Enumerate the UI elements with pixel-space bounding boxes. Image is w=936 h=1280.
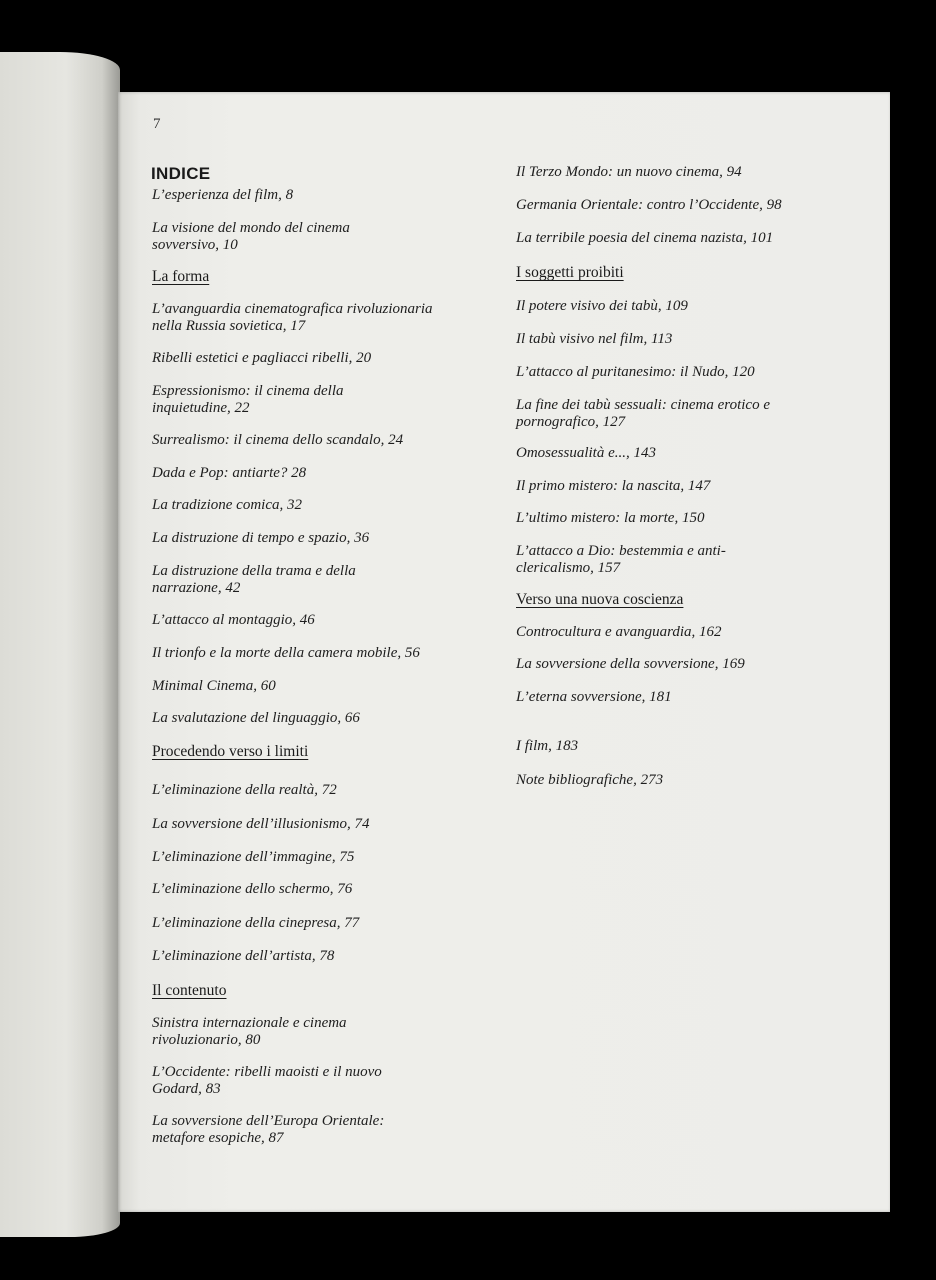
toc-entry: Espressionismo: il cinema della xyxy=(152,383,344,399)
toc-entry: L’attacco al puritanesimo: il Nudo, 120 xyxy=(516,364,755,380)
toc-entry: L’attacco a Dio: bestemmia e anti- xyxy=(516,543,726,559)
toc-entry: L’eliminazione dell’immagine, 75 xyxy=(152,849,355,865)
toc-entry: L’attacco al montaggio, 46 xyxy=(152,612,315,628)
toc-entry: La tradizione comica, 32 xyxy=(152,497,302,513)
left-page xyxy=(0,52,120,1237)
section-heading: Procedendo verso i limiti xyxy=(152,743,309,760)
toc-entry: I film, 183 xyxy=(516,738,579,754)
toc-entry: Il tabù visivo nel film, 113 xyxy=(516,331,673,347)
toc-entry: Il Terzo Mondo: un nuovo cinema, 94 xyxy=(516,164,742,180)
toc-entry: La sovversione della sovversione, 169 xyxy=(516,656,745,672)
index-title: INDICE xyxy=(151,164,211,183)
toc-entry: Sinistra internazionale e cinema xyxy=(152,1015,347,1031)
toc-entry: L’esperienza del film, 8 xyxy=(152,187,294,203)
toc-entry: Omosessualità e..., 143 xyxy=(516,445,656,461)
toc-entry: sovversivo, 10 xyxy=(152,237,238,253)
toc-entry: narrazione, 42 xyxy=(152,580,241,596)
section-heading: Il contenuto xyxy=(152,982,227,999)
toc-entry: La distruzione della trama e della xyxy=(152,563,356,579)
toc-entry: clericalismo, 157 xyxy=(516,560,621,576)
toc-entry: Germania Orientale: contro l’Occidente, 98 xyxy=(516,197,782,213)
page-number: 7 xyxy=(153,116,161,132)
toc-entry: inquietudine, 22 xyxy=(152,400,250,416)
toc-entry: La fine dei tabù sessuali: cinema erotico e xyxy=(516,397,770,413)
toc-entry: L’eliminazione della cinepresa, 77 xyxy=(152,915,360,931)
toc-entry: La svalutazione del linguaggio, 66 xyxy=(152,710,360,726)
toc-entry: La sovversione dell’illusionismo, 74 xyxy=(152,816,370,832)
toc-entry: La terribile poesia del cinema nazista, 101 xyxy=(516,230,774,246)
section-heading: La forma xyxy=(152,268,210,285)
section-heading: I soggetti proibiti xyxy=(516,264,624,281)
toc-entry: pornografico, 127 xyxy=(516,414,626,430)
toc-entry: La visione del mondo del cinema xyxy=(152,220,350,236)
toc-entry: Il primo mistero: la nascita, 147 xyxy=(516,478,711,494)
toc-entry: metafore esopiche, 87 xyxy=(152,1130,284,1146)
toc-entry: L’eterna sovversione, 181 xyxy=(516,689,672,705)
toc-entry: La sovversione dell’Europa Orientale: xyxy=(152,1113,385,1129)
toc-entry: nella Russia sovietica, 17 xyxy=(152,318,306,334)
toc-entry: Surrealismo: il cinema dello scandalo, 24 xyxy=(152,432,404,448)
toc-entry: Minimal Cinema, 60 xyxy=(152,678,276,694)
toc-entry: Godard, 83 xyxy=(152,1081,221,1097)
toc-entry: La distruzione di tempo e spazio, 36 xyxy=(152,530,370,546)
toc-entry: L’avanguardia cinematografica rivoluzionaria xyxy=(152,301,433,317)
toc-entry: Controcultura e avanguardia, 162 xyxy=(516,624,722,640)
book-page xyxy=(118,92,890,1212)
toc-entry: L’eliminazione della realtà, 72 xyxy=(152,782,337,798)
toc-entry: Ribelli estetici e pagliacci ribelli, 20 xyxy=(152,350,372,366)
toc-entry: L’eliminazione dello schermo, 76 xyxy=(152,881,353,897)
toc-entry: L’eliminazione dell’artista, 78 xyxy=(152,948,335,964)
section-heading: Verso una nuova coscienza xyxy=(516,591,684,608)
toc-entry: Il trionfo e la morte della camera mobile, 56 xyxy=(152,645,420,661)
toc-entry: Note bibliografiche, 273 xyxy=(516,772,664,788)
toc-entry: rivoluzionario, 80 xyxy=(152,1032,261,1048)
toc-entry: L’Occidente: ribelli maoisti e il nuovo xyxy=(152,1064,382,1080)
toc-entry: Il potere visivo dei tabù, 109 xyxy=(516,298,688,314)
toc-entry: L’ultimo mistero: la morte, 150 xyxy=(516,510,705,526)
toc-entry: Dada e Pop: antiarte? 28 xyxy=(152,465,307,481)
